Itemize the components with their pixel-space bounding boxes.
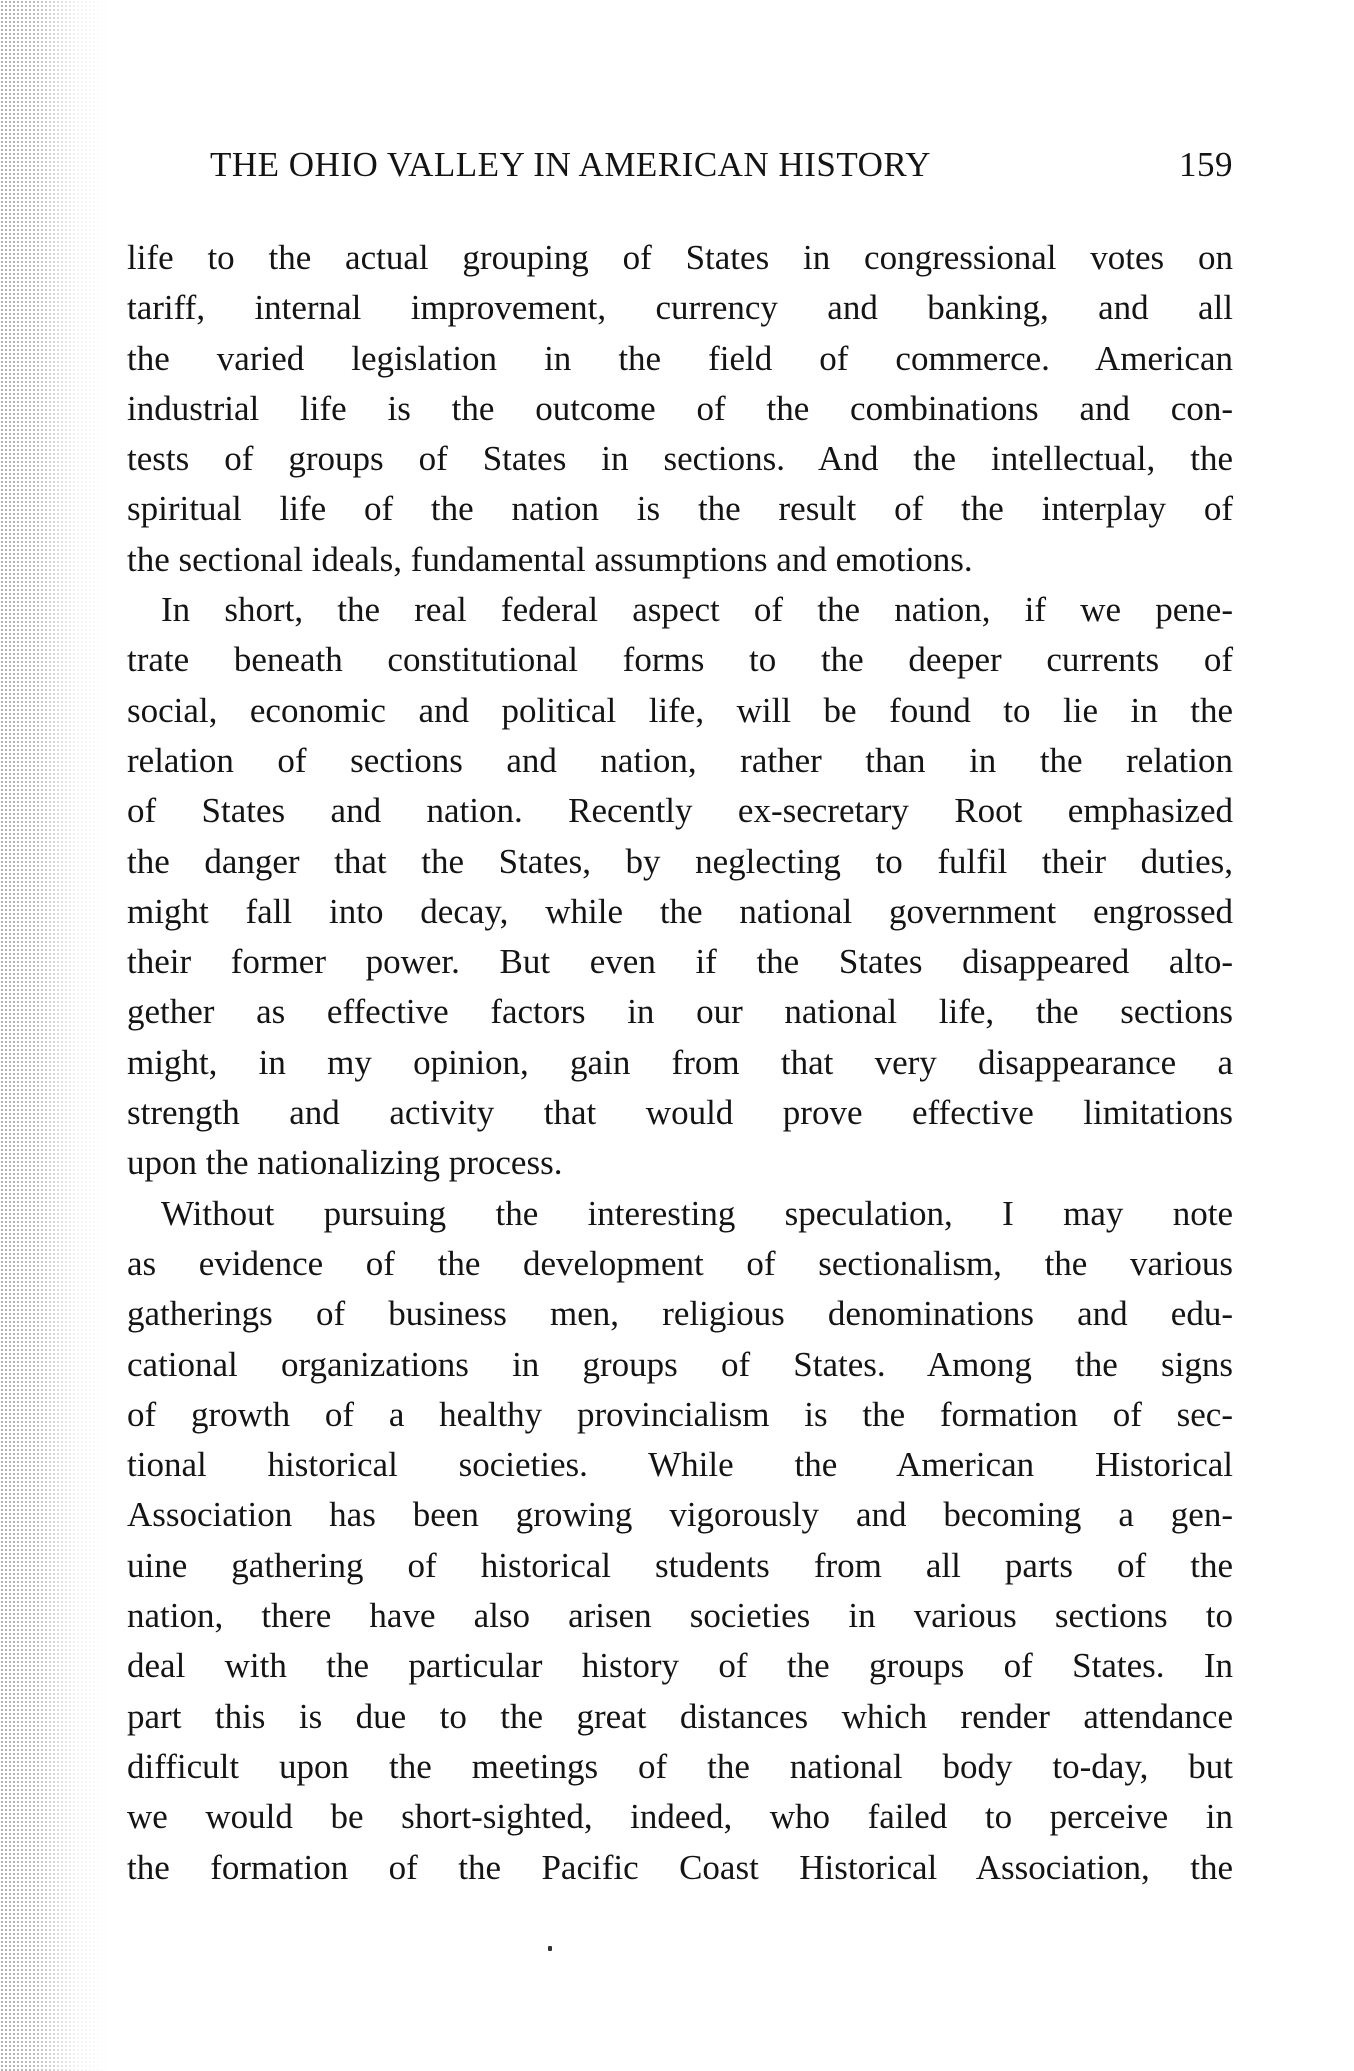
text-line: tional historical societies. While the American Historical <box>127 1445 1233 1485</box>
text-line: part this is due to the great distances which render attendance <box>127 1696 1233 1736</box>
text-line: might fall into decay, while the national government engrossed <box>127 891 1233 931</box>
body-text <box>127 233 1233 1893</box>
text-line: In short, the real federal aspect of the nation, if we pene- <box>161 590 1233 630</box>
text-line: Association has been growing vigorously and becoming a gen- <box>127 1495 1233 1535</box>
text-line: the danger that the States, by neglecting to fulfil their duties, <box>127 841 1233 881</box>
text-line: social, economic and political life, will be found to lie in the <box>127 690 1233 730</box>
page-number: 159 <box>1179 145 1233 184</box>
text-line: spiritual life of the nation is the result of the interplay of <box>127 489 1233 529</box>
text-line: as evidence of the development of sectionalism, the various <box>127 1243 1233 1283</box>
text-line: gether as effective factors in our national life, the sections <box>127 992 1233 1032</box>
text-line: tariff, internal improvement, currency and banking, and all <box>127 288 1233 328</box>
text-line: uine gathering of historical students from all parts of the <box>127 1545 1233 1585</box>
text-line: the formation of the Pacific Coast Historical Association, the <box>127 1847 1233 1887</box>
text-line: might, in my opinion, gain from that very disappearance a <box>127 1042 1233 1082</box>
text-line: trate beneath constitutional forms to the deeper currents of <box>127 640 1233 680</box>
text-line: difficult upon the meetings of the national body to-day, but <box>127 1746 1233 1786</box>
text-line: tests of groups of States in sections. And the intellectual, the <box>127 439 1233 479</box>
text-line: their former power. But even if the States disappeared alto- <box>127 942 1233 982</box>
scan-edge-shading <box>0 0 110 2071</box>
text-line: the varied legislation in the field of commerce. American <box>127 338 1233 378</box>
text-line: the sectional ideals, fundamental assumptions and emotions. <box>127 539 973 579</box>
running-head <box>210 145 1233 189</box>
paragraph <box>127 585 1233 1189</box>
text-line: gatherings of business men, religious denominations and edu- <box>127 1294 1233 1334</box>
running-head-title: THE OHIO VALLEY IN AMERICAN HISTORY <box>210 145 932 184</box>
text-line: relation of sections and nation, rather than in the relation <box>127 740 1233 780</box>
text-line: strength and activity that would prove effective limitations <box>127 1093 1233 1133</box>
text-line: deal with the particular history of the groups of States. In <box>127 1646 1233 1686</box>
text-line: upon the nationalizing process. <box>127 1143 563 1183</box>
text-line: we would be short-sighted, indeed, who failed to perceive in <box>127 1797 1233 1837</box>
text-line: of States and nation. Recently ex-secretary Root emphasized <box>127 791 1233 831</box>
text-line: life to the actual grouping of States in congressional votes on <box>127 238 1233 277</box>
text-line: of growth of a healthy provincialism is the formation of sec- <box>127 1394 1233 1434</box>
text-line: nation, there have also arisen societies in various sections to <box>127 1596 1233 1636</box>
text-line: cational organizations in groups of States. Among the signs <box>127 1344 1233 1384</box>
text-line: industrial life is the outcome of the combinations and con- <box>127 388 1233 428</box>
scan-speck <box>548 1946 552 1951</box>
paragraph <box>127 1189 1233 1893</box>
paragraph <box>127 233 1233 585</box>
text-line: Without pursuing the interesting speculation, I may note <box>161 1193 1233 1233</box>
